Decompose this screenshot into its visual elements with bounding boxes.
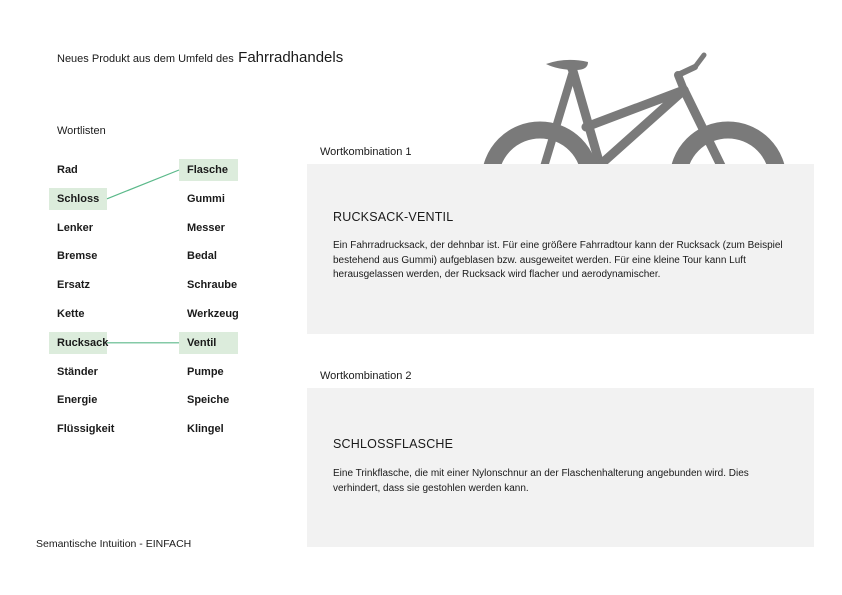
wordlists-label: Wortlisten [57,125,106,137]
word-left-9: Flüssigkeit [57,423,115,436]
combination-2-description: Eine Trinkflasche, die mit einer Nylonschnur an der Flaschenhalterung angebunden wird. Dies verhindert, dass sie gestohlen werden kann. [333,468,749,494]
heading-prefix: Neues Produkt aus dem Umfeld des [57,53,234,65]
word-left-0: Rad [57,164,78,176]
word-right-3: Bedal [187,250,217,263]
word-right-0: Flasche [179,159,238,181]
combination-2-title: SCHLOSSFLASCHE [333,437,454,451]
word-left-4: Ersatz [57,279,91,292]
word-right-7: Pumpe [187,365,224,378]
word-right-2: Messer [187,221,225,234]
word-link-0 [107,170,179,199]
footer-caption: Semantische Intuition - EINFACH [36,538,192,550]
combination-1-label: Wortkombination 1 [320,146,412,158]
combination-2-panel [307,388,814,547]
word-left-8: Energie [57,394,98,407]
word-left-1: Schloss [49,188,107,210]
word-right-1: Gummi [187,192,225,205]
word-right-9: Klingel [187,423,224,436]
word-left-3: Bremse [57,250,98,263]
combination-1-panel [307,164,814,334]
word-right-8: Speiche [187,394,230,407]
bicycle-icon [470,45,800,165]
heading-topic: Fahrradhandels [238,49,344,66]
word-right-6: Ventil [179,332,238,354]
page-heading [57,49,343,67]
combination-1-title: RUCKSACK-VENTIL [333,210,454,224]
word-left-6: Rucksack [49,332,107,354]
word-left-5: Kette [57,308,85,320]
word-right-4: Schraube [187,279,238,292]
combination-2-label: Wortkombination 2 [320,370,412,382]
word-right-5: Werkzeug [187,308,239,320]
word-left-7: Ständer [57,365,98,378]
word-left-2: Lenker [57,221,94,234]
combination-1-description: Ein Fahrradrucksack, der dehnbar ist. Für eine größere Fahrradtour kann der Rucksack (zum Beispiel bestehend aus Gummi) aufgeblasen bzw. ausgeweitet werden. Für eine kleine Tour kann Luft herausgelassen werden, der Rucksack wird flacher und aerodynamischer. [333,240,783,280]
